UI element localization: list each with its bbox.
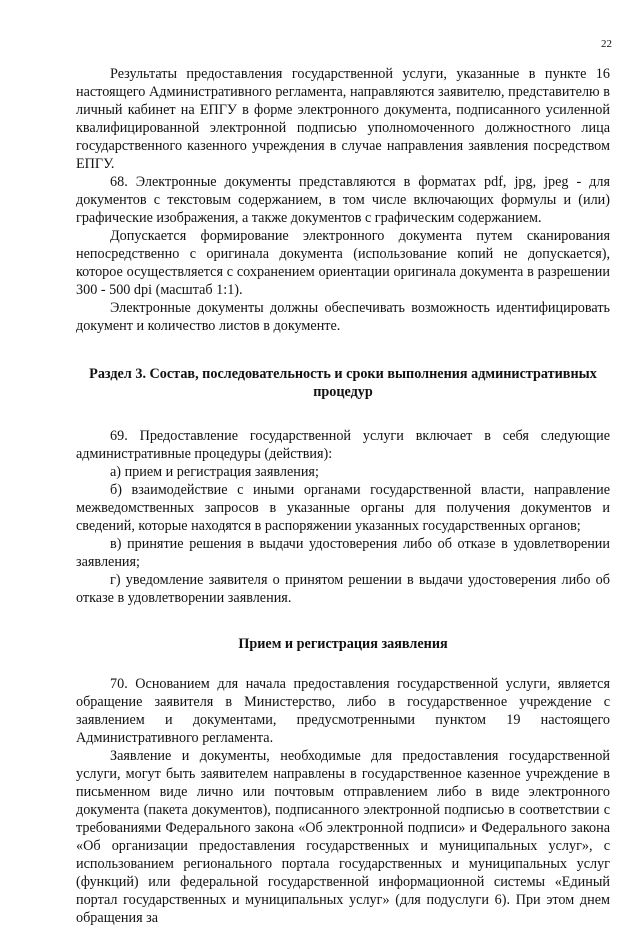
list-item-a: а) прием и регистрация заявления;: [110, 464, 319, 480]
paragraph-submission: Заявление и документы, необходимые для предоставления государственной услуги, могут быть заявителем направлены в государственное казенное учреждение в письменном виде лично или почтовым отправлением либо в виде электронного документа (пакета документов), подписанного электронной подписью в соответствии с требованиями Федерального закона «Об электронной подписи» и Федерального закона «Об организации предоставления государственных и муниципальных услуг», с использованием регионального портала государственных и муниципальных услуг (функций) или федеральной государственной информационной системы «Единый портал государственных и муниципальных услуг» (для подуслуги 6). При этом днем обращения за: [76, 748, 610, 926]
list-item-v: в) принятие решения в выдачи удостоверения либо об отказе в удовлетворении заявления;: [76, 536, 610, 570]
list-item-g: г) уведомление заявителя о принятом решении в выдачи удостоверения либо об отказе в удовлетворении заявления.: [76, 572, 610, 606]
list-item-b: б) взаимодействие с иными органами государственной власти, направление межведомственных запросов в указанные органы для получения документов и сведений, которые находятся в распоряжении указанных государственных органов;: [76, 482, 610, 534]
subsection-heading: Прием и регистрация заявления: [238, 636, 448, 652]
paragraph-68: 68. Электронные документы представляются в форматах pdf, jpg, jpeg - для документов с текстовым содержанием, в том числе включающих формулы и (или) графические изображения, а также документов с графическим содержанием.: [76, 174, 610, 226]
paragraph-70: 70. Основанием для начала предоставления государственной услуги, является обращение заявителя в Министерство, либо в государственное учреждение с заявлением и документами, предусмотренными пунктом 19 настоящего Административного регламента.: [76, 676, 610, 746]
paragraph-results: Результаты предоставления государственной услуги, указанные в пункте 16 настоящего Административного регламента, направляются заявителю, представителю в личный кабинет на ЕПГУ в форме электронного документа, подписанного усиленной квалифицированной электронной подписью уполномоченного должностного лица государственного казенного учреждения в случае направления заявления посредством ЕПГУ.: [76, 66, 610, 172]
paragraph-scanning: Допускается формирование электронного документа путем сканирования непосредственно с оригинала документа (использование копий не допускается), которое осуществляется с сохранением ориентации оригинала документа в разрешении 300 - 500 dpi (масштаб 1:1).: [76, 228, 610, 298]
document-body: [76, 65, 610, 927]
paragraph-69: 69. Предоставление государственной услуги включает в себя следующие административные процедуры (действия):: [76, 428, 610, 462]
page-number: 22: [601, 38, 612, 50]
paragraph-identification: Электронные документы должны обеспечивать возможность идентифицировать документ и количество листов в документе.: [76, 300, 610, 334]
section-heading: Раздел 3. Состав, последовательность и сроки выполнения административных процедур: [89, 366, 597, 400]
